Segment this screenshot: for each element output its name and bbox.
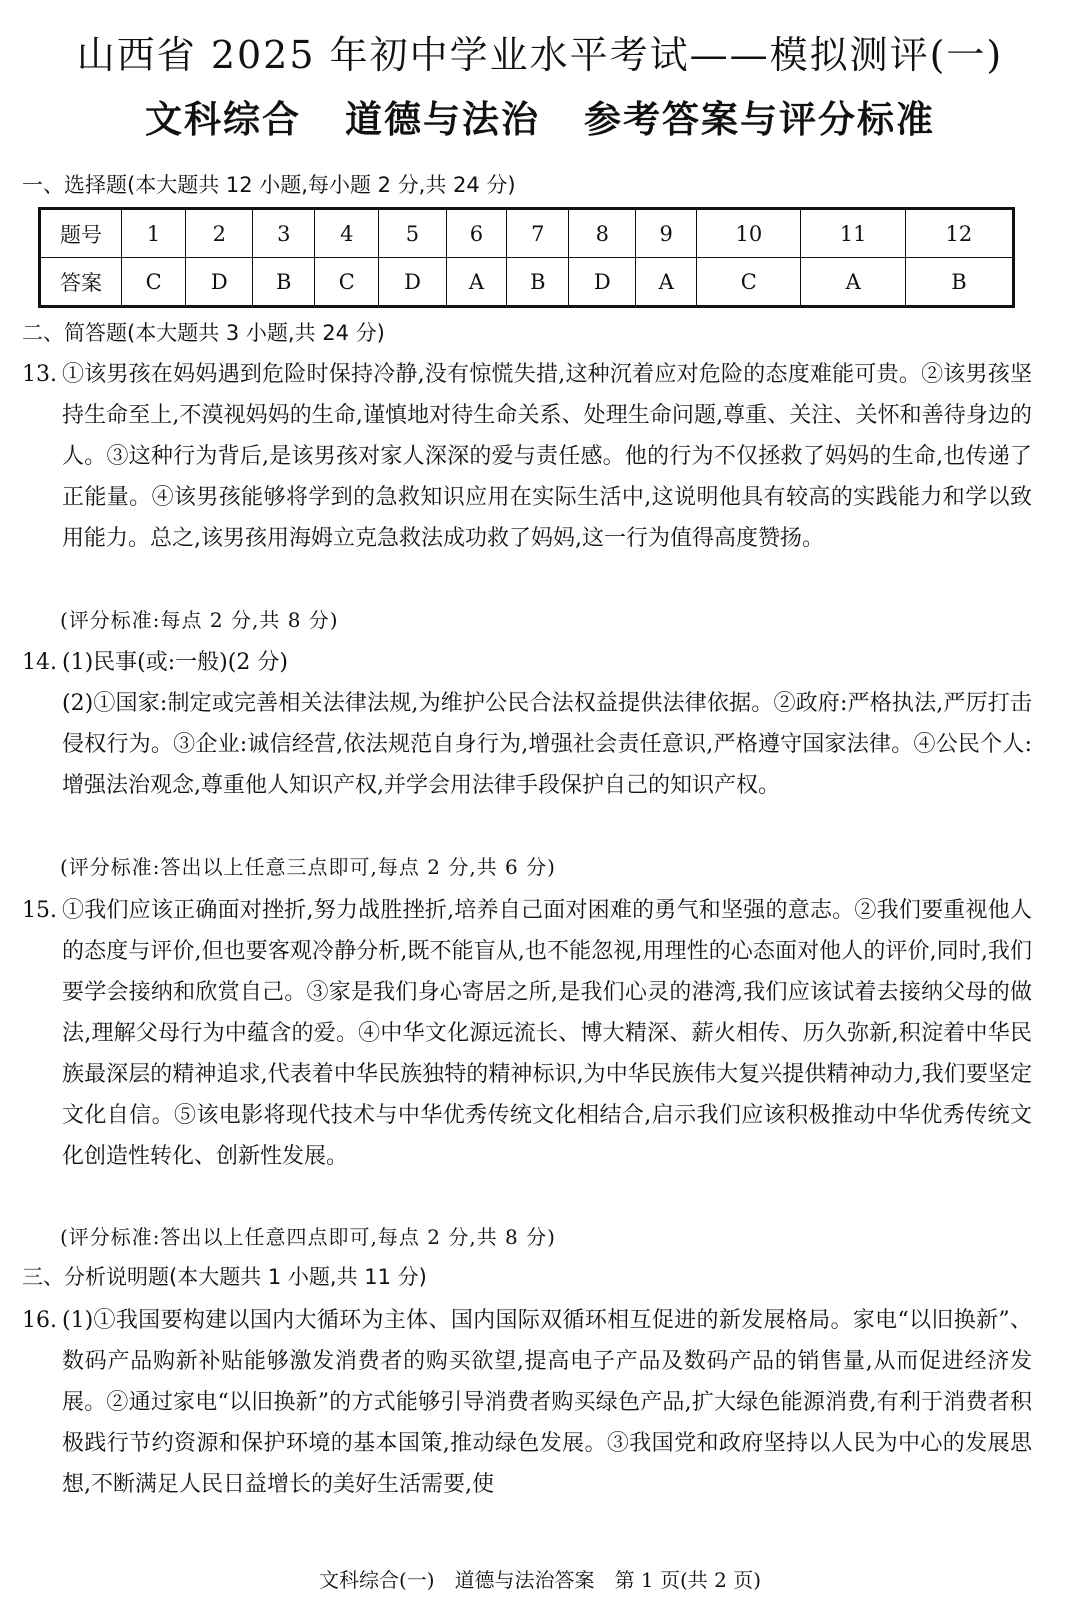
row-label-answer: 答案 (40, 258, 122, 307)
question-15-score: (评分标准:答出以上任意四点即可,每点 2 分,共 8 分) (60, 1225, 556, 1249)
row-label-number: 题号 (40, 209, 122, 258)
footer-answer-label: 道德与法治答案 (454, 1568, 595, 1592)
question-16 (22, 1300, 1032, 1505)
subtitle-doc-type: 参考答案与评分标准 (584, 98, 935, 141)
question-number: 1 (122, 209, 186, 258)
page-subtitle (0, 95, 1080, 145)
question-14 (22, 642, 1032, 806)
subtitle-course: 道德与法治 (345, 98, 540, 141)
question-16-answer: (1)①我国要构建以国内大循环为主体、国内国际双循环相互促进的新发展格局。家电“以旧换新”、数码产品购新补贴能够激发消费者的购买欲望,提高电子产品及数码产品的销售量,从而促进经济发展。②通过家电“以旧换新”的方式能够引导消费者购买绿色产品,扩大绿色能源消费,有利于消费者积极践行节约资源和保护环境的基本国策,推动绿色发展。③我国党和政府坚持以人民为中心的发展思想,不断满足人民日益增长的美好生活需要,使 (62, 1308, 1032, 1497)
section-1-heading: 一、选择题(本大题共 12 小题,每小题 2 分,共 24 分) (22, 173, 516, 197)
page-title: 山西省 2025 年初中学业水平考试——模拟测评(一) (76, 33, 1004, 77)
section-2-heading: 二、简答题(本大题共 3 小题,共 24 分) (22, 321, 385, 345)
section-3-heading: 三、分析说明题(本大题共 1 小题,共 11 分) (22, 1265, 427, 1289)
question-16-number: 16. (22, 1308, 57, 1333)
question-14-number: 14. (22, 650, 57, 675)
question-13-number: 13. (22, 362, 57, 387)
question-13 (22, 354, 1032, 559)
question-number: 5 (379, 209, 446, 258)
answer-table-number-row (40, 209, 1014, 258)
question-13-answer: ①该男孩在妈妈遇到危险时保持冷静,没有惊慌失措,这种沉着应对危险的态度难能可贵。②该男孩坚持生命至上,不漠视妈妈的生命,谨慎地对待生命关系、处理生命问题,尊重、关注、关怀和善待身边的人。③这种行为背后,是该男孩对家人深深的爱与责任感。他的行为不仅拯救了妈妈的生命,也传递了正能量。④该男孩能够将学到的急救知识应用在实际生活中,这说明他具有较高的实践能力和学以致用能力。总之,该男孩用海姆立克急救法成功救了妈妈,这一行为值得高度赞扬。 (62, 362, 1032, 551)
page-footer (0, 1565, 1080, 1595)
question-13-score: (评分标准:每点 2 分,共 8 分) (60, 608, 339, 632)
answer-cell: A (801, 258, 905, 307)
answer-cell: A (636, 258, 697, 307)
answer-cell: C (122, 258, 186, 307)
answer-table (38, 207, 1015, 308)
question-15 (22, 890, 1032, 1177)
answer-cell: D (379, 258, 446, 307)
answer-cell: B (253, 258, 315, 307)
answer-cell: B (507, 258, 569, 307)
answer-cell: B (905, 258, 1013, 307)
footer-page-number: 第 1 页(共 2 页) (614, 1568, 762, 1592)
question-number: 11 (801, 209, 905, 258)
answer-cell: A (446, 258, 507, 307)
answer-cell: C (697, 258, 801, 307)
question-15-answer: ①我们应该正确面对挫折,努力战胜挫折,培养自己面对困难的勇气和坚强的意志。②我们要重视他人的态度与评价,但也要客观冷静分析,既不能盲从,也不能忽视,用理性的心态面对他人的评价,同时,我们要学会接纳和欣赏自己。③家是我们身心寄居之所,是我们心灵的港湾,我们应该试着去接纳父母的做法,理解父母行为中蕴含的爱。④中华文化源远流长、博大精深、薪火相传、历久弥新,积淀着中华民族最深层的精神追求,代表着中华民族独特的精神标识,为中华民族伟大复兴提供精神动力,我们要坚定文化自信。⑤该电影将现代技术与中华优秀传统文化相结合,启示我们应该积极推动中华优秀传统文化创造性转化、创新性发展。 (62, 898, 1032, 1169)
question-number: 7 (507, 209, 569, 258)
question-number: 8 (569, 209, 636, 258)
question-14-part-2: (2)①国家:制定或完善相关法律法规,为维护公民合法权益提供法律依据。②政府:严格执法,严厉打击侵权行为。③企业:诚信经营,依法规范自身行为,增强社会责任意识,严格遵守国家法律。④公民个人:增强法治观念,尊重他人知识产权,并学会用法律手段保护自己的知识产权。 (62, 691, 1032, 798)
question-15-number: 15. (22, 898, 57, 923)
answer-table-answer-row (40, 258, 1014, 307)
question-14-score: (评分标准:答出以上任意三点即可,每点 2 分,共 6 分) (60, 855, 556, 879)
answer-cell: C (315, 258, 379, 307)
question-number: 6 (446, 209, 507, 258)
answer-cell: D (569, 258, 636, 307)
question-14-part-1: (1)民事(或:一般)(2 分) (62, 650, 288, 675)
question-number: 10 (697, 209, 801, 258)
question-number: 9 (636, 209, 697, 258)
subtitle-subject: 文科综合 (145, 98, 301, 141)
question-number: 3 (253, 209, 315, 258)
answer-cell: D (186, 258, 253, 307)
question-number: 4 (315, 209, 379, 258)
question-number: 12 (905, 209, 1013, 258)
footer-subject: 文科综合(一) (318, 1568, 435, 1592)
question-number: 2 (186, 209, 253, 258)
